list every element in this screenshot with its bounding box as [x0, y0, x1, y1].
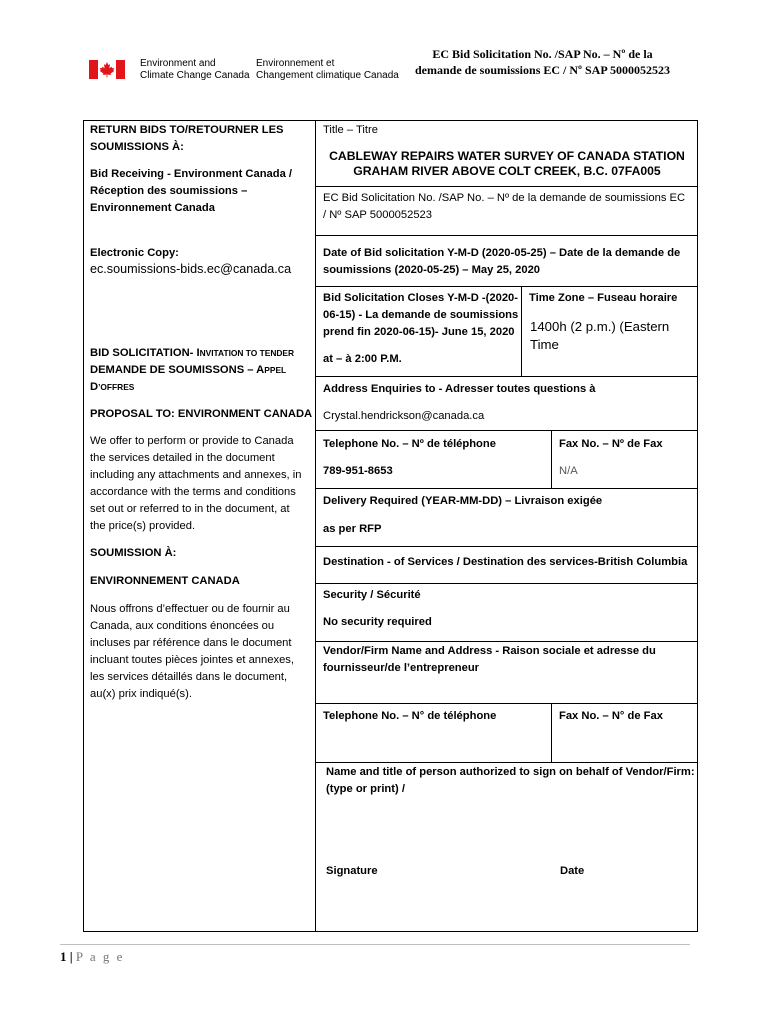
solicitation-date-line-2: soumissions (2020-05-25) – May 25, 2020: [323, 264, 541, 276]
offer-fr-line: incluses par référence dans le document: [90, 637, 292, 649]
solicitation-number: [323, 190, 695, 224]
date-label: Date: [560, 865, 585, 877]
bid-solicitation-heading: [90, 345, 294, 396]
bid-solicitation-3a: D: [90, 381, 99, 393]
offer-en-line: the services detailed in the document: [90, 452, 275, 464]
bid-receiving-line-1: Bid Receiving - Environment Canada /: [90, 168, 293, 180]
security-label: Security / Sécurité: [323, 589, 421, 601]
rule: [315, 120, 316, 932]
solicitation-date-line-1: Date of Bid solicitation Y-M-D (2020-05-25) – Date de la demande de: [323, 247, 681, 259]
rule: [83, 120, 698, 121]
delivery-label: Delivery Required (YEAR-MM-DD) – Livraison exigée: [323, 495, 603, 507]
offer-fr-line: au(x) prix indiqué(s).: [90, 688, 192, 700]
offer-fr-line: incluant toutes pièces jointes et annexes,: [90, 654, 294, 666]
bid-solicitation-1a: BID SOLICITATION- I: [90, 347, 200, 359]
rule: [315, 430, 697, 431]
closes-line-1: Bid Solicitation Closes Y-M-D -(2020-: [323, 292, 518, 304]
environnement-canada-heading: ENVIRONNEMENT CANADA: [90, 575, 240, 587]
proposal-to: PROPOSAL TO: ENVIRONMENT CANADA: [90, 408, 313, 420]
vendor-label-line-2: fournisseur/de l’entrepreneur: [323, 662, 480, 674]
dept-en-line-2: Climate Change Canada: [140, 70, 250, 81]
time-zone-value-line-1: 1400h (2 p.m.) (Eastern: [530, 319, 670, 334]
offer-fr-line: les services détaillés dans le document,: [90, 671, 288, 683]
delivery-value: as per RFP: [323, 523, 382, 535]
time-zone-value: [530, 318, 695, 354]
offer-en-line: accordance with the terms and conditions: [90, 486, 296, 498]
department-name-fr: [256, 58, 399, 82]
footer-rule: [60, 944, 690, 945]
page-separator: |: [69, 949, 73, 964]
rule: [315, 546, 697, 547]
solicitation-closes: [323, 290, 519, 368]
dept-fr-line-1: Environnement et: [256, 58, 335, 69]
rule: [83, 931, 698, 932]
title-value: [317, 149, 697, 179]
offer-fr-paragraph: [90, 601, 312, 703]
authorized-person-label: [326, 764, 695, 798]
return-bids-line-2: SOUMISSIONS À:: [90, 141, 184, 153]
authorized-line-2: (type or print) /: [326, 783, 405, 795]
rule: [551, 430, 552, 488]
rule: [315, 488, 697, 489]
enquiries-label: Address Enquiries to - Adresser toutes questions à: [323, 383, 596, 395]
rule: [315, 286, 697, 287]
time-zone-value-line-2: Time: [530, 337, 559, 352]
return-bids-line-1: RETURN BIDS TO/RETOURNER LES: [90, 124, 284, 136]
solicitation-date: [323, 245, 680, 279]
rule: [315, 186, 697, 187]
department-name-en: [140, 58, 250, 82]
fax-label: Fax No. – Nº de Fax: [559, 438, 663, 450]
bid-receiving: [90, 166, 292, 217]
rule: [315, 762, 697, 763]
dept-fr-line-2: Changement climatique Canada: [256, 70, 399, 81]
page-number: [60, 949, 124, 965]
bid-solicitation-1b: NVITATION TO TENDER: [199, 348, 295, 358]
rule: [315, 703, 697, 704]
closes-line-3: prend fin 2020-06-15)- June 15, 2020: [323, 326, 515, 338]
offer-en-line: the price(s) provided.: [90, 520, 196, 532]
closes-line-4: at – à 2:00 P.M.: [323, 353, 402, 365]
dept-en-line-1: Environment and: [140, 58, 216, 69]
header-title-line-1: EC Bid Solicitation No. /SAP No. – Nº de la: [432, 47, 653, 61]
bid-solicitation-2b: PPEL: [264, 365, 287, 375]
vendor-telephone-label: Telephone No. – N° de téléphone: [323, 710, 497, 722]
offer-en-line: set out or referred to in the document, at: [90, 503, 290, 515]
header-title-line-2: demande de soumissions EC / Nº SAP 5000052523: [415, 63, 670, 77]
bid-solicitation-line-3: [90, 379, 294, 396]
vendor-label: [323, 643, 656, 677]
title-value-line-2: GRAHAM RIVER ABOVE COLT CREEK, B.C. 07FA005: [353, 164, 661, 178]
offer-fr-line: Canada, aux conditions énoncées ou: [90, 620, 275, 632]
soumission-a-heading: SOUMISSION À:: [90, 547, 177, 559]
offer-fr-line: Nous offrons d’effectuer ou de fournir au: [90, 603, 290, 615]
closes-line-2: 06-15) - La demande de soumissions: [323, 309, 519, 321]
security-value: No security required: [323, 616, 432, 628]
signature-label: Signature: [326, 865, 378, 877]
offer-en-line: We offer to perform or provide to Canada: [90, 435, 294, 447]
rule: [521, 286, 522, 376]
bid-solicitation-3b: ’OFFRES: [98, 382, 135, 392]
solicitation-number-line-1: EC Bid Solicitation No. /SAP No. – Nº de la demande de soumissions EC: [323, 192, 686, 204]
bid-receiving-line-3: Environnement Canada: [90, 202, 215, 214]
vendor-label-line-1: Vendor/Firm Name and Address - Raison sociale et adresse du: [323, 645, 656, 657]
fax-value: N/A: [559, 465, 578, 477]
offer-en-line: including any attachments and annexes, in: [90, 469, 302, 481]
rule: [315, 583, 697, 584]
electronic-copy-email: ec.soumissions-bids.ec@canada.ca: [90, 262, 292, 276]
bid-solicitation-line-2: [90, 362, 294, 379]
title-label: Title – Titre: [323, 124, 378, 136]
enquiries-email: Crystal.hendrickson@canada.ca: [323, 410, 485, 422]
authorized-line-1: Name and title of person authorized to sign on behalf of Vendor/Firm:: [326, 766, 695, 778]
solicitation-number-line-2: / Nº SAP 5000052523: [323, 209, 433, 221]
offer-en-paragraph: [90, 433, 312, 535]
canada-flag-icon: [89, 60, 125, 79]
time-zone-label: Time Zone – Fuseau horaire: [529, 292, 678, 304]
bid-solicitation-line-1: [90, 345, 294, 362]
rule: [315, 235, 697, 236]
telephone-value: 789-951-8653: [323, 465, 393, 477]
rule: [315, 376, 697, 377]
vendor-fax-label: Fax No. – N° de Fax: [559, 710, 663, 722]
rule: [551, 703, 552, 762]
page-word: P a g e: [75, 949, 125, 964]
rule: [315, 641, 697, 642]
bid-solicitation-2a: DEMANDE DE SOUMISSONS – A: [90, 364, 265, 376]
destination-label: Destination - of Services / Destination des services-British Columbia: [323, 556, 688, 568]
telephone-label: Telephone No. – Nº de téléphone: [323, 438, 496, 450]
return-bids-heading: [90, 122, 284, 156]
page-number-value: 1: [60, 949, 67, 964]
rule: [697, 120, 698, 932]
bid-receiving-line-2: Réception des soumissions –: [90, 185, 248, 197]
header-title: [400, 46, 685, 78]
electronic-copy-label: Electronic Copy:: [90, 247, 179, 259]
title-value-line-1: CABLEWAY REPAIRS WATER SURVEY OF CANADA STATION: [329, 149, 685, 163]
rule: [83, 120, 84, 932]
